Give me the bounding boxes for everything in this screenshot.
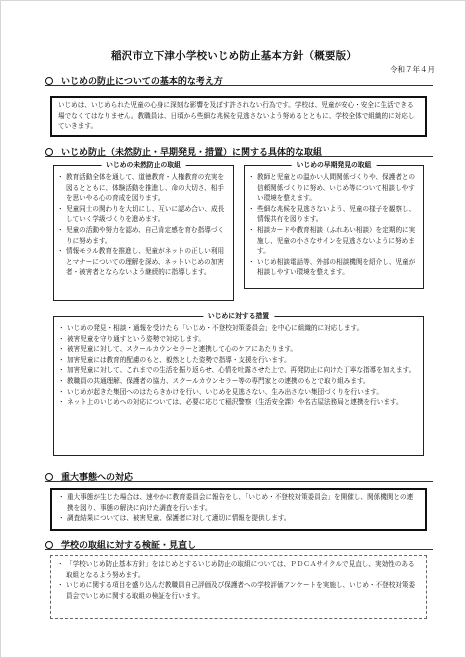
document-date: 令和７年４月 bbox=[390, 65, 435, 74]
list-item: ・ いじめが起きた集団へのはたらきかけを行い、いじめを見逃さない、生み出さない集団づくりを行います。 bbox=[58, 387, 417, 398]
measures-list bbox=[58, 323, 417, 408]
early-detection-label: いじめの早期発見の取組 bbox=[292, 160, 377, 170]
list-item: ・ 情報モラル教育を推進し、児童がネットの正しい利用とマナーについての理解を深め、ネットいじめの加害者・被害者とならないよう継続的に指導します。 bbox=[57, 246, 229, 278]
list-item: ・ いじめ相談電話等、外部の相談機関を紹介し、児童が相談しやすい環境を整えます。 bbox=[248, 257, 419, 278]
list-item: ・ ネット上のいじめへの対応については、必要に応じて稲沢警察（生活安全課）や名古屋法務局と連携を行います。 bbox=[58, 397, 417, 408]
list-item: ・ 調査結果については、被害児童、保護者に対して適切に情報を提供します。 bbox=[58, 513, 419, 524]
prevention-list bbox=[57, 172, 229, 278]
list-item: ・ 重大事態が生じた場合は、速やかに教育委員会に報告をし、「いじめ・不登校対策委員会」を開催し、関係機関との連携を図り、事態の解決に向けた調査を行います。 bbox=[58, 492, 419, 513]
section-3-heading-text: 重大事態への対応 bbox=[61, 473, 134, 483]
list-item: ・ 加害児童に対して、これまでの生活を振り返らせ、心情を吐露させた上で、再発防止に向けた丁寧な指導を加えます。 bbox=[58, 365, 417, 376]
list-item: ・ 「学校いじめ防止基本方針」をはじめとするいじめ防止の取組については、ＰＤＣＡサイクルで見直し、実効性のある取組となるよう努めます。 bbox=[57, 559, 420, 580]
measures-label: いじめに対する措置 bbox=[203, 311, 274, 321]
list-item: ・ 相談カードや教育相談（ふれあい相談）を定期的に実施し、児童の小さなサインを見逃さないように努めます。 bbox=[248, 225, 419, 257]
section-1-rule bbox=[45, 85, 433, 86]
measures-box bbox=[53, 312, 424, 456]
early-detection-list bbox=[248, 172, 419, 278]
section-4-rule bbox=[45, 549, 433, 550]
list-item: ・ 教職員の共通理解、保護者の協力、スクールカウンセラー等の専門家との連携のもとで取り組みます。 bbox=[58, 376, 417, 387]
section-2-rule bbox=[45, 156, 433, 157]
prevention-box bbox=[53, 161, 234, 301]
list-item: ・ 教師と児童との温かい人間関係づくりや、保護者との信頼関係づくりに努め、いじめ等について相談しやすい環境を整えます。 bbox=[248, 172, 419, 204]
basic-policy-text: いじめは、いじめられた児童の心身に深刻な影響を及ぼす許されない行為です。学校は、児童が安心・安全に生活できる場でなくてはなりません。教職員は、日頃から些細な兆候を見逃さないよう努めるとともに、学校全体で組織的に対応していきます。 bbox=[58, 101, 415, 131]
section-2-heading-text: いじめ防止（未然防止・早期発見・措置）に関する具体的な取組 bbox=[61, 148, 323, 158]
early-detection-box bbox=[244, 161, 424, 289]
serious-case-list bbox=[58, 492, 419, 524]
review-list bbox=[57, 559, 420, 601]
basic-policy-box bbox=[50, 96, 427, 137]
document-title: 稲沢市立下津小学校いじめ防止基本方針（概要版） bbox=[110, 50, 358, 62]
section-1-heading-text: いじめの防止についての基本的な考え方 bbox=[61, 77, 223, 87]
circle-bullet-icon bbox=[45, 541, 53, 549]
list-item: ・ 被害児童を守り通すという姿勢で対応します。 bbox=[58, 334, 417, 345]
section-3-rule bbox=[45, 481, 433, 482]
list-item: ・ いじめに関する項目を盛り込んだ教職員自己評価及び保護者への学校評価アンケートを実施し、いじめ・不登校対策委員会でいじめに関する取組の検証を行います。 bbox=[57, 580, 420, 601]
serious-case-box bbox=[50, 488, 427, 531]
list-item: ・ 加害児童には教育的配慮のもと、毅然とした姿勢で指導・支援を行います。 bbox=[58, 355, 417, 366]
list-item: ・ 教育活動全体を通して、道徳教育・人権教育の充実を図るとともに、体験活動を推進し、命の大切さ、相手を思いやる心の育成を図ります。 bbox=[57, 172, 229, 204]
review-box bbox=[50, 555, 427, 619]
list-item: ・ いじめの発見・相談・通報を受けたら「いじめ・不登校対策委員会」を中心に組織的に対応します。 bbox=[58, 323, 417, 334]
circle-bullet-icon bbox=[45, 148, 53, 156]
prevention-label: いじめの未然防止の取組 bbox=[101, 160, 186, 170]
circle-bullet-icon bbox=[45, 473, 53, 481]
list-item: ・ 児童同士の関わりを大切にし、互いに認め合い、成長していく学級づくりを進めます。 bbox=[57, 204, 229, 225]
section-4-heading-text: 学校の取組に対する検証・見直し bbox=[61, 541, 197, 551]
list-item: ・ 児童の活動や努力を認め、自己肯定感を育む指導づくりに努めます。 bbox=[57, 225, 229, 246]
circle-bullet-icon bbox=[45, 77, 53, 85]
list-item: ・ 被害児童に対して、スクールカウンセラーと連携して心のケアにあたります。 bbox=[58, 344, 417, 355]
list-item: ・ 些細な兆候を見逃さないよう、児童の様子を観察し、情報共有を図ります。 bbox=[248, 204, 419, 225]
